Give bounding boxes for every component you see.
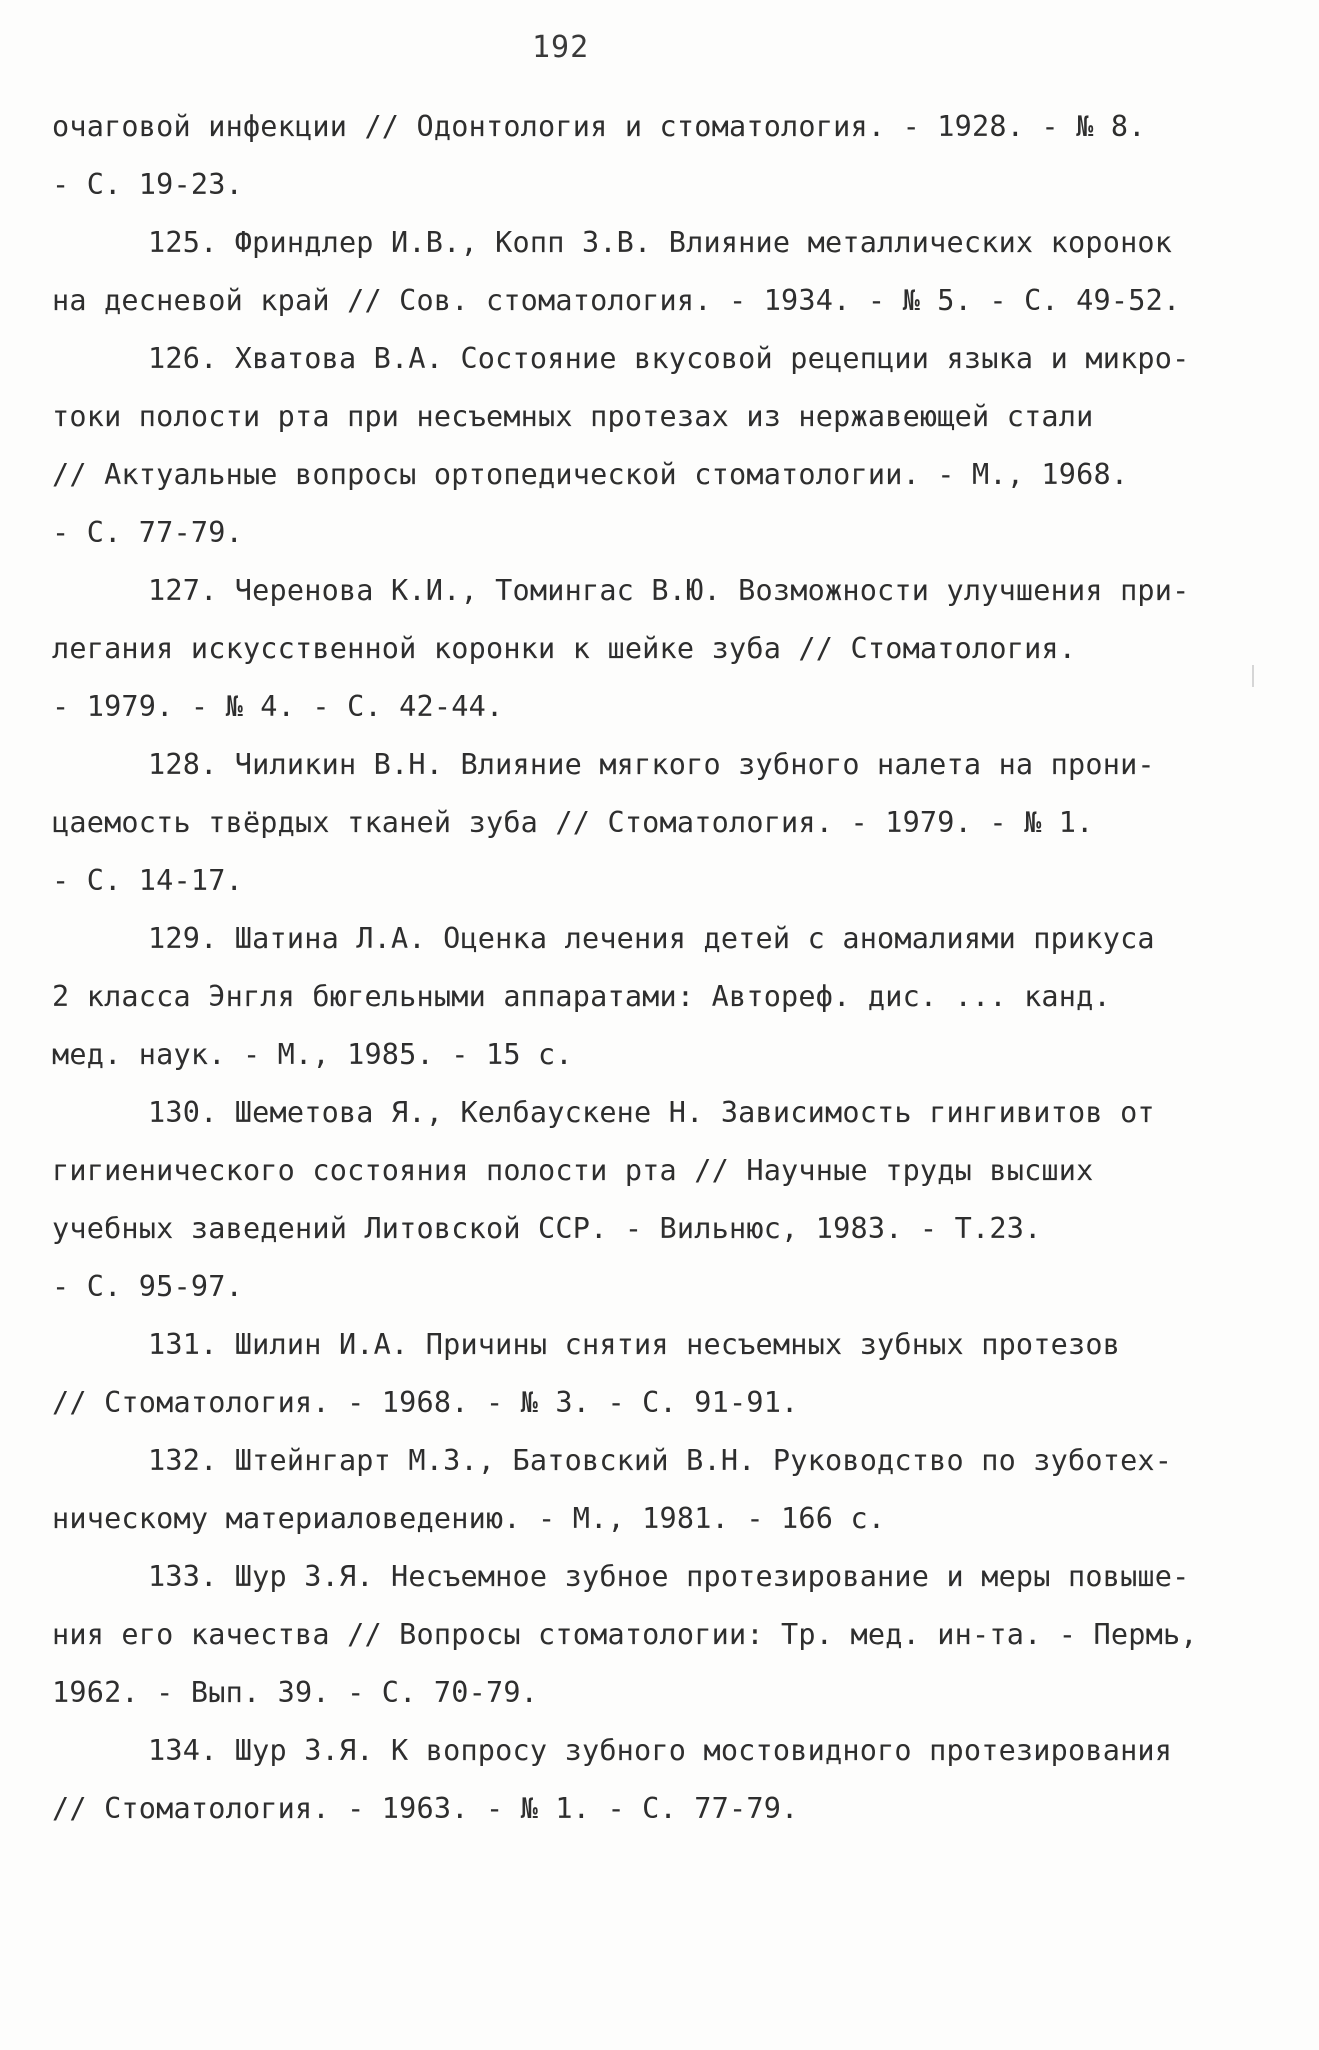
text-line: легания искусственной коронки к шейке зуба // Стоматология. — [52, 632, 1077, 665]
bibliography-list — [52, 98, 1267, 1838]
page-number: 192 — [532, 30, 590, 65]
text-line: - С. 14-17. — [52, 864, 243, 897]
text-line: ническому материаловедению. - М., 1981. - 166 с. — [52, 1502, 886, 1535]
text-line: - 1979. - № 4. - С. 42-44. — [52, 690, 504, 723]
entry-134-start: 134. Шур З.Я. К вопросу зубного мостовидного протезирования — [148, 1734, 1173, 1767]
entry-132-start: 132. Штейнгарт М.З., Батовский В.Н. Руководство по зуботех- — [148, 1444, 1173, 1477]
text-line: мед. наук. - М., 1985. - 15 с. — [52, 1038, 573, 1071]
text-line: - С. 77-79. — [52, 516, 243, 549]
text-line: гигиенического состояния полости рта // Научные труды высших — [52, 1154, 1094, 1187]
entry-131-start: 131. Шилин И.А. Причины снятия несъемных зубных протезов — [148, 1328, 1121, 1361]
text-line: очаговой инфекции // Одонтология и стоматология. - 1928. - № 8. — [52, 110, 1146, 143]
text-line: // Стоматология. - 1968. - № 3. - С. 91-91. — [52, 1386, 799, 1419]
entry-126-start: 126. Хватова В.А. Состояние вкусовой рецепции языка и микро- — [148, 342, 1190, 375]
entry-128-start: 128. Чиликин В.Н. Влияние мягкого зубного налета на прони- — [148, 748, 1155, 781]
entry-129-start: 129. Шатина Л.А. Оценка лечения детей с аномалиями прикуса — [148, 922, 1155, 955]
text-line: ния его качества // Вопросы стоматологии: Тр. мед. ин-та. - Пермь, — [52, 1618, 1198, 1651]
text-line: // Стоматология. - 1963. - № 1. - С. 77-79. — [52, 1792, 799, 1825]
entry-125-start: 125. Фриндлер И.В., Копп З.В. Влияние металлических коронок — [148, 226, 1173, 259]
text-line: цаемость твёрдых тканей зуба // Стоматология. - 1979. - № 1. — [52, 806, 1094, 839]
text-line: - С. 95-97. — [52, 1270, 243, 1303]
text-line: токи полости рта при несъемных протезах из нержавеющей стали — [52, 400, 1094, 433]
scan-mark — [1252, 665, 1254, 687]
entry-130-start: 130. Шеметова Я., Келбаускене Н. Зависимость гингивитов от — [148, 1096, 1155, 1129]
entry-127-start: 127. Черенова К.И., Томингас В.Ю. Возможности улучшения при- — [148, 574, 1190, 607]
text-line: учебных заведений Литовской ССР. - Вильнюс, 1983. - Т.23. — [52, 1212, 1042, 1245]
text-line: // Актуальные вопросы ортопедической стоматологии. - М., 1968. — [52, 458, 1129, 491]
text-line: 1962. - Вып. 39. - С. 70-79. — [52, 1676, 539, 1709]
text-line: 2 класса Энгля бюгельными аппаратами: Автореф. дис. ... канд. — [52, 980, 1111, 1013]
text-line: - С. 19-23. — [52, 168, 243, 201]
entry-133-start: 133. Шур З.Я. Несъемное зубное протезирование и меры повыше- — [148, 1560, 1190, 1593]
text-line: на десневой край // Сов. стоматология. - 1934. - № 5. - С. 49-52. — [52, 284, 1181, 317]
